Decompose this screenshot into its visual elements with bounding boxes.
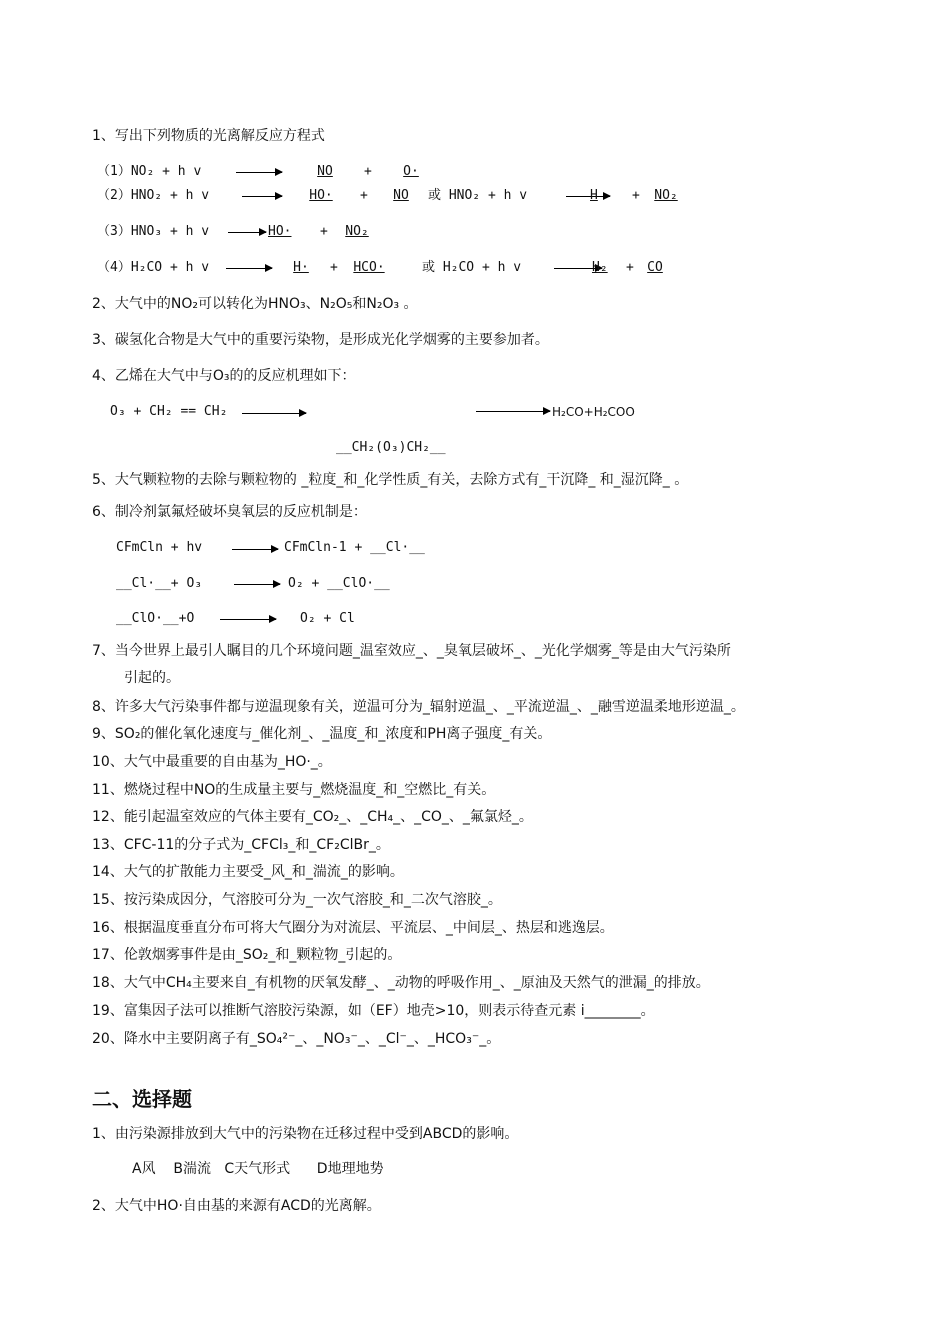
c1-options: A风 B湍流 C天气形式 D地理地势 [132, 1161, 384, 1177]
q1-r4-p3: H₂ [592, 260, 608, 275]
q13-text: 13、CFC-11的分子式为_CFCl₃_和_CF₂ClBr_。 [92, 837, 390, 853]
q5-text: 5、大气颗粒物的去除与颗粒物的 _粒度_和_化学性质_有关，去除方式有_干沉降_ 和_湿沉降_ 。 [92, 472, 689, 488]
q1-r2-p4: NO₂ [654, 188, 678, 203]
section-heading: 二、选择题 [92, 1087, 192, 1111]
q1-r2-p3: H [590, 188, 598, 203]
q1-r4-p4: CO [647, 260, 663, 275]
arrow-icon [242, 413, 306, 414]
arrow-icon [236, 172, 282, 173]
arrow-icon [234, 584, 280, 585]
arrow-icon [476, 411, 550, 412]
q6-r1-left: CFmCln + hv [116, 540, 203, 555]
q1-r4-left: （4）H₂CO + h v [97, 260, 210, 275]
q6-r3-right: O₂ + Cl [300, 611, 355, 626]
q1-r4-plus2: + [626, 260, 634, 275]
q1-r1-plus: + [364, 164, 372, 179]
q1-r3-left: （3）HNO₃ + h v [97, 224, 210, 239]
q8-text: 8、许多大气污染事件都与逆温现象有关，逆温可分为_辐射逆温_、_平流逆温_、_融雪逆温柔地形逆温_。 [92, 699, 745, 715]
q1-r4-p2: HCO· [353, 260, 385, 275]
q17-text: 17、伦敦烟雾事件是由_SO₂_和_颗粒物_引起的。 [92, 947, 402, 963]
q6-r2-left: __Cl·__+ O₃ [116, 576, 203, 591]
c2-text: 2、大气中HO·自由基的来源有ACD的光离解。 [92, 1198, 381, 1214]
q6-title: 6、制冷剂氯氟烃破坏臭氧层的反应机制是： [92, 504, 367, 520]
q9-text: 9、SO₂的催化氧化速度与_催化剂_、_温度_和_浓度和PH离子强度_有关。 [92, 726, 552, 742]
q1-title: 1、写出下列物质的光离解反应方程式 [92, 128, 325, 144]
q1-r2-plus2: + [632, 188, 640, 203]
q20-text: 20、降水中主要阴离子有_SO₄²⁻_、_NO₃⁻_、_Cl⁻_、_HCO₃⁻_。 [92, 1031, 501, 1047]
q1-r2-p1: HO· [309, 188, 333, 203]
q1-r2-left: （2）HNO₂ + h v [97, 188, 210, 203]
q1-r2-p2: NO [393, 188, 409, 203]
q1-r1-left: （1）NO₂ + h v [97, 164, 202, 179]
arrow-icon [228, 232, 266, 233]
q4-product: H₂CO+H₂COO [552, 405, 635, 419]
q14-text: 14、大气的扩散能力主要受_风_和_湍流_的影响。 [92, 864, 404, 880]
q7-text-cont: 引起的。 [124, 670, 180, 686]
arrow-icon [220, 619, 276, 620]
q1-r4-plus: + [330, 260, 338, 275]
q2-text: 2、大气中的NO₂可以转化为HNO₃、N₂O₅和N₂O₃ 。 [92, 296, 418, 312]
arrow-icon [226, 268, 272, 269]
q4-left: O₃ + CH₂ == CH₂ [110, 404, 228, 419]
q3-text: 3、碳氢化合物是大气中的重要污染物，是形成光化学烟雾的主要参加者。 [92, 332, 549, 348]
q1-r4-p1: H· [293, 260, 309, 275]
q16-text: 16、根据温度垂直分布可将大气圈分为对流层、平流层、_中间层_、热层和逃逸层。 [92, 920, 614, 936]
q1-r1-p2: O· [403, 164, 419, 179]
q12-text: 12、能引起温室效应的气体主要有_CO₂_、_CH₄_、_CO_、_氟氯烃_。 [92, 809, 533, 825]
q6-r3-left: __ClO·__+O [116, 611, 195, 626]
q1-r3-p2: NO₂ [345, 224, 369, 239]
q10-text: 10、大气中最重要的自由基为_HO·_。 [92, 754, 332, 770]
q11-text: 11、燃烧过程中NO的生成量主要与_燃烧温度_和_空燃比_有关。 [92, 782, 496, 798]
q1-r1-p1: NO [317, 164, 333, 179]
q1-r4-or: 或 H₂CO + h v [422, 260, 522, 275]
arrow-icon [232, 549, 278, 550]
q4-title: 4、乙烯在大气中与O₃的的反应机理如下： [92, 368, 356, 384]
q6-r1-right: CFmCln-1 + __Cl·__ [284, 540, 425, 555]
q19-text: 19、富集因子法可以推断气溶胶污染源，如（EF）地壳>10，则表示待查元素 i________。 [92, 1003, 655, 1019]
q7-text: 7、当今世界上最引人瞩目的几个环境问题_温室效应_、_臭氧层破坏_、_光化学烟雾_等是由大气污染所 [92, 643, 731, 659]
q4-intermediate: __CH₂(O₃)CH₂__ [336, 440, 446, 455]
q18-text: 18、大气中CH₄主要来自_有机物的厌氧发酵_、_动物的呼吸作用_、_原油及天然气的泄漏_的排放。 [92, 975, 710, 991]
arrow-icon [242, 196, 282, 197]
q15-text: 15、按污染成因分，气溶胶可分为_一次气溶胶_和_二次气溶胶_。 [92, 892, 502, 908]
q1-r3-p1: HO· [268, 224, 292, 239]
q1-r3-plus: + [320, 224, 328, 239]
q6-r2-right: O₂ + __ClO·__ [288, 576, 390, 591]
q1-r2-plus: + [360, 188, 368, 203]
c1-text: 1、由污染源排放到大气中的污染物在迁移过程中受到ABCD的影响。 [92, 1126, 519, 1142]
q1-r2-or: 或 HNO₂ + h v [428, 188, 528, 203]
